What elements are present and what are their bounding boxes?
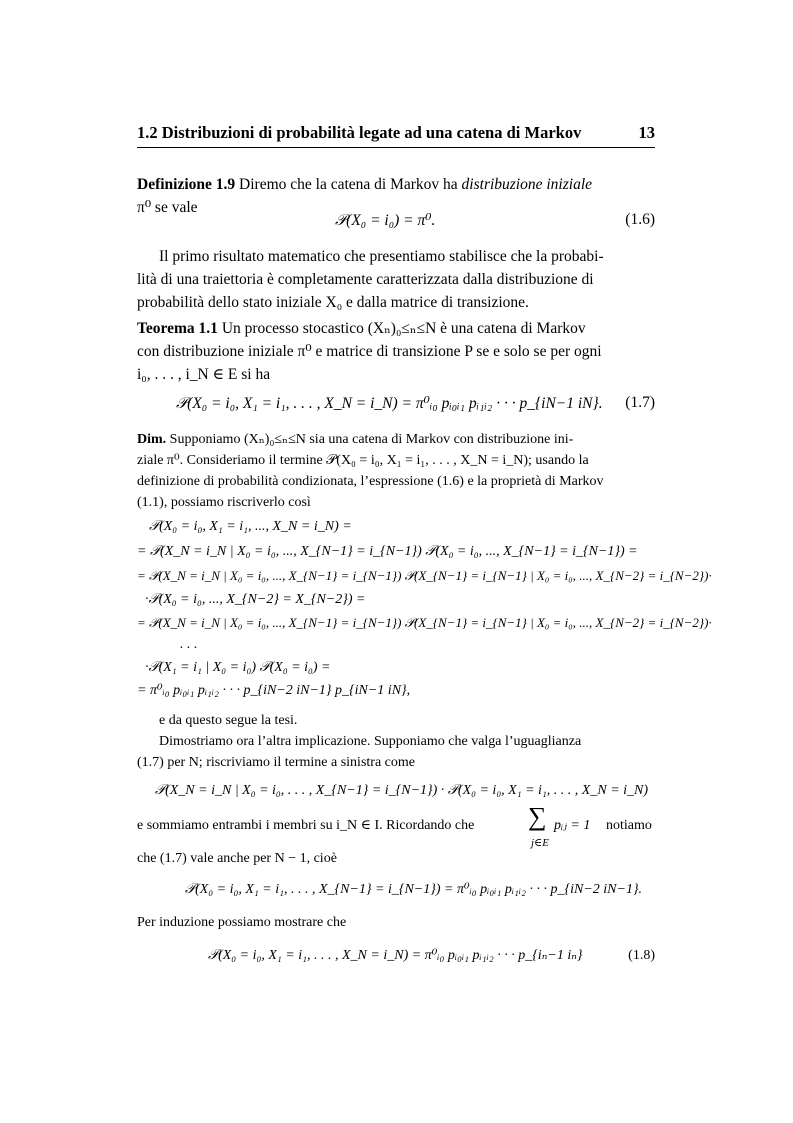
derivation-line: 𝒫(X₀ = i₀, X₁ = i₁, ..., X_N = i_N) = [149,519,352,534]
proof-continuation [137,710,655,773]
definition-text: Diremo che la catena di Markov ha [239,176,458,193]
derivation-line: = 𝒫(X_N = i_N | X₀ = i₀, ..., X_{N−1} = i_{N−1}) 𝒫(X₀ = i₀, ..., X_{N−1} = i_{N−1}) = [137,544,638,559]
equation-n-minus-1: 𝒫(X₀ = i₀, X₁ = i₁, . . . , X_{N−1} = i_{N−1}) = π⁰ᵢ₀ pᵢ₀ᵢ₁ pᵢ₁ᵢ₂ · · · p_{iN−2 iN−1}. [185,882,643,897]
sum-text-before: e sommiamo entrambi i membri su i_N ∈ I. Ricordando che [137,818,475,833]
equation-number-1-7: (1.7) [625,394,655,411]
theorem-label: Teorema 1.1 [137,320,218,337]
theorem-block [137,317,655,386]
converse-line: (1.7) per N; riscriviamo il termine a sinistra come [137,755,415,770]
equation-1-7: 𝒫(X₀ = i₀, X₁ = i₁, . . . , X_N = i_N) = π⁰ᵢ₀ pᵢ₀ᵢ₁ pᵢ₁ᵢ₂ · · · p_{iN−1 iN}. [176,395,603,412]
equation-number-1-6: (1.6) [625,211,655,228]
proof-line: ziale π⁰. Consideriamo il termine 𝒫(X₀ = i₀, X₁ = i₁, . . . , X_N = i_N); usando la [137,453,589,468]
definition-line2: π⁰ se vale [137,199,198,216]
derivation-line: = π⁰ᵢ₀ pᵢ₀ᵢ₁ pᵢ₁ᵢ₂ · · · p_{iN−2 iN−1} p_{iN−1 iN}, [137,683,411,698]
sum-text-after: notiamo [606,818,652,833]
derivation-line: ·𝒫(X₀ = i₀, ..., X_{N−2} = X_{N−2}) = [145,592,366,607]
paragraph-line: lità di una traiettoria è completamente caratterizzata dalla distribuzione di [137,271,594,288]
definition-term: distribuzione iniziale [461,176,593,193]
paragraph-line: probabilità dello stato iniziale X₀ e dalla matrice di transizione. [137,294,529,311]
line-after-sum: che (1.7) vale anche per N − 1, cioè [137,851,337,866]
theorem-line: i₀, . . . , i_N ∈ E si ha [137,366,271,383]
converse-equation: 𝒫(X_N = i_N | X₀ = i₀, . . . , X_{N−1} = i_{N−1}) · 𝒫(X₀ = i₀, X₁ = i₁, . . . , X_N = i_N) [155,783,649,798]
derivation-line: ·𝒫(X₁ = i₁ | X₀ = i₀) 𝒫(X₀ = i₀) = [145,660,331,675]
converse-line: Dimostriamo ora l’altra implicazione. Supponiamo che valga l’uguaglianza [159,734,582,749]
derivation-ellipsis: . . . [180,637,198,652]
derivation-line: = 𝒫(X_N = i_N | X₀ = i₀, ..., X_{N−1} = i_{N−1}) 𝒫(X_{N−1} = i_{N−1} | X₀ = i₀, ..., X_{N−2} = i_{N−2})· [137,568,712,583]
equation-1-8: 𝒫(X₀ = i₀, X₁ = i₁, . . . , X_N = i_N) = π⁰ᵢ₀ pᵢ₀ᵢ₁ pᵢ₁ᵢ₂ · · · p_{iₙ−1 iₙ} [208,948,583,963]
sum-expression: pᵢⱼ = 1 [554,818,591,833]
sum-symbol: ∑ [528,802,547,831]
equation-number-1-8: (1.8) [628,948,655,963]
theorem-line: Un processo stocastico (Xₙ)₀≤ₙ≤N è una catena di Markov [221,320,586,337]
proof-conclusion: e da questo segue la tesi. [159,713,298,728]
derivation-line: = 𝒫(X_N = i_N | X₀ = i₀, ..., X_{N−1} = i_{N−1}) 𝒫(X_{N−1} = i_{N−1} | X₀ = i₀, ..., X_{N−2} = i_{N−2})· [137,615,712,630]
proof-line: (1.1), possiamo riscriverlo così [137,495,311,510]
paragraph-intro [137,245,655,314]
running-header [137,121,655,148]
section-title: 1.2 Distribuzioni di probabilità legate ad una catena di Markov [137,123,582,142]
paragraph-line: Il primo risultato matematico che presentiamo stabilisce che la probabi- [159,248,604,265]
induction-line: Per induzione possiamo mostrare che [137,915,347,930]
sum-index: j∈E [531,837,549,849]
page-number: 13 [638,123,655,142]
theorem-line: con distribuzione iniziale π⁰ e matrice di transizione P se e solo se per ogni [137,343,602,360]
proof-label: Dim. [137,432,167,447]
definition-label: Definizione 1.9 [137,176,236,193]
proof-line: Supponiamo (Xₙ)₀≤ₙ≤N sia una catena di Markov con distribuzione ini- [169,432,574,447]
equation-1-6: 𝒫(X₀ = i₀) = π⁰. [335,212,436,229]
proof-block [137,429,655,513]
proof-line: definizione di probabilità condizionata, l’espressione (1.6) e la proprietà di Markov [137,474,604,489]
